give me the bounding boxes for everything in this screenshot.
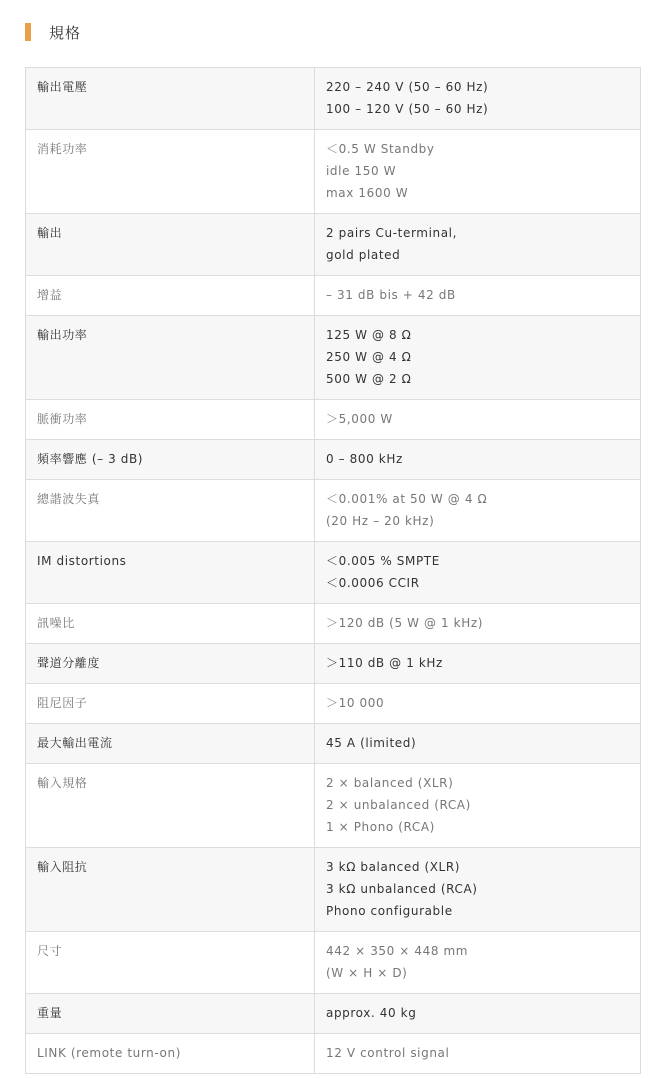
spec-value-line: (W × H × D) <box>326 966 408 980</box>
spec-value-line: 220 – 240 V (50 – 60 Hz) <box>326 80 489 94</box>
spec-value-line: 45 A (limited) <box>326 736 417 750</box>
spec-value-line: ＜0.0006 CCIR <box>326 576 420 590</box>
spec-value-cell <box>315 214 641 276</box>
spec-row <box>26 130 641 214</box>
spec-label: 輸入阻抗 <box>37 860 88 874</box>
spec-value-line: ＞110 dB @ 1 kHz <box>326 656 443 670</box>
spec-label-cell <box>26 542 315 604</box>
spec-value-line: 125 W @ 8 Ω <box>326 328 412 342</box>
spec-table <box>25 67 641 1074</box>
spec-value-line: 250 W @ 4 Ω <box>326 350 412 364</box>
spec-value-line: ＞10 000 <box>326 696 385 710</box>
section-header <box>25 22 81 42</box>
spec-label: 增益 <box>37 288 63 302</box>
spec-value-line: ＞120 dB (5 W @ 1 kHz) <box>326 616 484 630</box>
section-accent-bar <box>25 23 31 41</box>
spec-value-line: 2 × unbalanced (RCA) <box>326 798 471 812</box>
spec-label-cell <box>26 400 315 440</box>
spec-value-cell <box>315 480 641 542</box>
spec-value-cell <box>315 130 641 214</box>
spec-row <box>26 1034 641 1074</box>
spec-value-cell <box>315 684 641 724</box>
spec-value-line: ＜0.005 % SMPTE <box>326 554 440 568</box>
spec-value-line: max 1600 W <box>326 186 409 200</box>
spec-label-cell <box>26 932 315 994</box>
spec-row <box>26 276 641 316</box>
spec-value-cell <box>315 400 641 440</box>
spec-value-cell <box>315 1034 641 1074</box>
spec-label-cell <box>26 316 315 400</box>
spec-row <box>26 214 641 276</box>
spec-value-line: 1 × Phono (RCA) <box>326 820 435 834</box>
spec-value-cell <box>315 440 641 480</box>
spec-value-line: 500 W @ 2 Ω <box>326 372 412 386</box>
spec-value-line: – 31 dB bis + 42 dB <box>326 288 456 302</box>
spec-label: 消耗功率 <box>37 142 88 156</box>
spec-label-cell <box>26 994 315 1034</box>
spec-row <box>26 604 641 644</box>
spec-label: 輸入規格 <box>37 776 88 790</box>
spec-row <box>26 644 641 684</box>
spec-label: 脈衝功率 <box>37 412 88 426</box>
spec-value-line: ＜0.5 W Standby <box>326 142 435 156</box>
spec-label-cell <box>26 764 315 848</box>
spec-row <box>26 684 641 724</box>
spec-value-cell <box>315 932 641 994</box>
spec-value-cell <box>315 644 641 684</box>
spec-label: 總諧波失真 <box>37 492 101 506</box>
spec-value-line: 12 V control signal <box>326 1046 450 1060</box>
spec-label-cell <box>26 848 315 932</box>
spec-row <box>26 68 641 130</box>
spec-value-line: 2 pairs Cu-terminal, <box>326 226 458 240</box>
spec-row <box>26 848 641 932</box>
spec-label-cell <box>26 130 315 214</box>
spec-label: LINK (remote turn-on) <box>37 1046 181 1060</box>
spec-label-cell <box>26 604 315 644</box>
spec-value-line: gold plated <box>326 248 401 262</box>
spec-value-line: (20 Hz – 20 kHz) <box>326 514 435 528</box>
spec-row <box>26 764 641 848</box>
spec-value-line: Phono configurable <box>326 904 453 918</box>
spec-label: 輸出電壓 <box>37 80 88 94</box>
spec-value-line: 442 × 350 × 448 mm <box>326 944 469 958</box>
spec-value-cell <box>315 68 641 130</box>
spec-label: 輸出 <box>37 226 63 240</box>
spec-label-cell <box>26 724 315 764</box>
spec-label: 尺寸 <box>37 944 63 958</box>
spec-table-body <box>26 68 641 1074</box>
spec-row <box>26 994 641 1034</box>
spec-label: 重量 <box>37 1006 63 1020</box>
spec-label: 阻尼因子 <box>37 696 88 710</box>
spec-value-cell <box>315 316 641 400</box>
spec-value-cell <box>315 994 641 1034</box>
spec-label: 頻率響應 (– 3 dB) <box>37 452 144 466</box>
spec-label-cell <box>26 480 315 542</box>
spec-value-line: approx. 40 kg <box>326 1006 417 1020</box>
spec-label-cell <box>26 276 315 316</box>
spec-label: 訊噪比 <box>37 616 75 630</box>
spec-value-cell <box>315 542 641 604</box>
spec-value-line: 3 kΩ balanced (XLR) <box>326 860 461 874</box>
spec-row <box>26 724 641 764</box>
spec-value-line: 0 – 800 kHz <box>326 452 403 466</box>
spec-value-cell <box>315 764 641 848</box>
spec-value-cell <box>315 276 641 316</box>
spec-row <box>26 440 641 480</box>
spec-value-cell <box>315 604 641 644</box>
spec-label: 最大輸出電流 <box>37 736 113 750</box>
spec-label: IM distortions <box>37 554 127 568</box>
spec-label-cell <box>26 440 315 480</box>
spec-label-cell <box>26 644 315 684</box>
spec-value-line: ＜0.001% at 50 W @ 4 Ω <box>326 492 488 506</box>
spec-value-line: 100 – 120 V (50 – 60 Hz) <box>326 102 489 116</box>
spec-value-cell <box>315 724 641 764</box>
spec-value-line: 2 × balanced (XLR) <box>326 776 454 790</box>
section-title: 規格 <box>49 23 82 42</box>
spec-label-cell <box>26 1034 315 1074</box>
spec-label: 輸出功率 <box>37 328 88 342</box>
spec-value-line: ＞5,000 W <box>326 412 393 426</box>
spec-row <box>26 316 641 400</box>
spec-label-cell <box>26 68 315 130</box>
spec-row <box>26 932 641 994</box>
spec-row <box>26 480 641 542</box>
spec-label: 聲道分離度 <box>37 656 101 670</box>
spec-value-cell <box>315 848 641 932</box>
spec-row <box>26 400 641 440</box>
spec-value-line: 3 kΩ unbalanced (RCA) <box>326 882 478 896</box>
spec-label-cell <box>26 684 315 724</box>
spec-label-cell <box>26 214 315 276</box>
spec-row <box>26 542 641 604</box>
spec-value-line: idle 150 W <box>326 164 397 178</box>
